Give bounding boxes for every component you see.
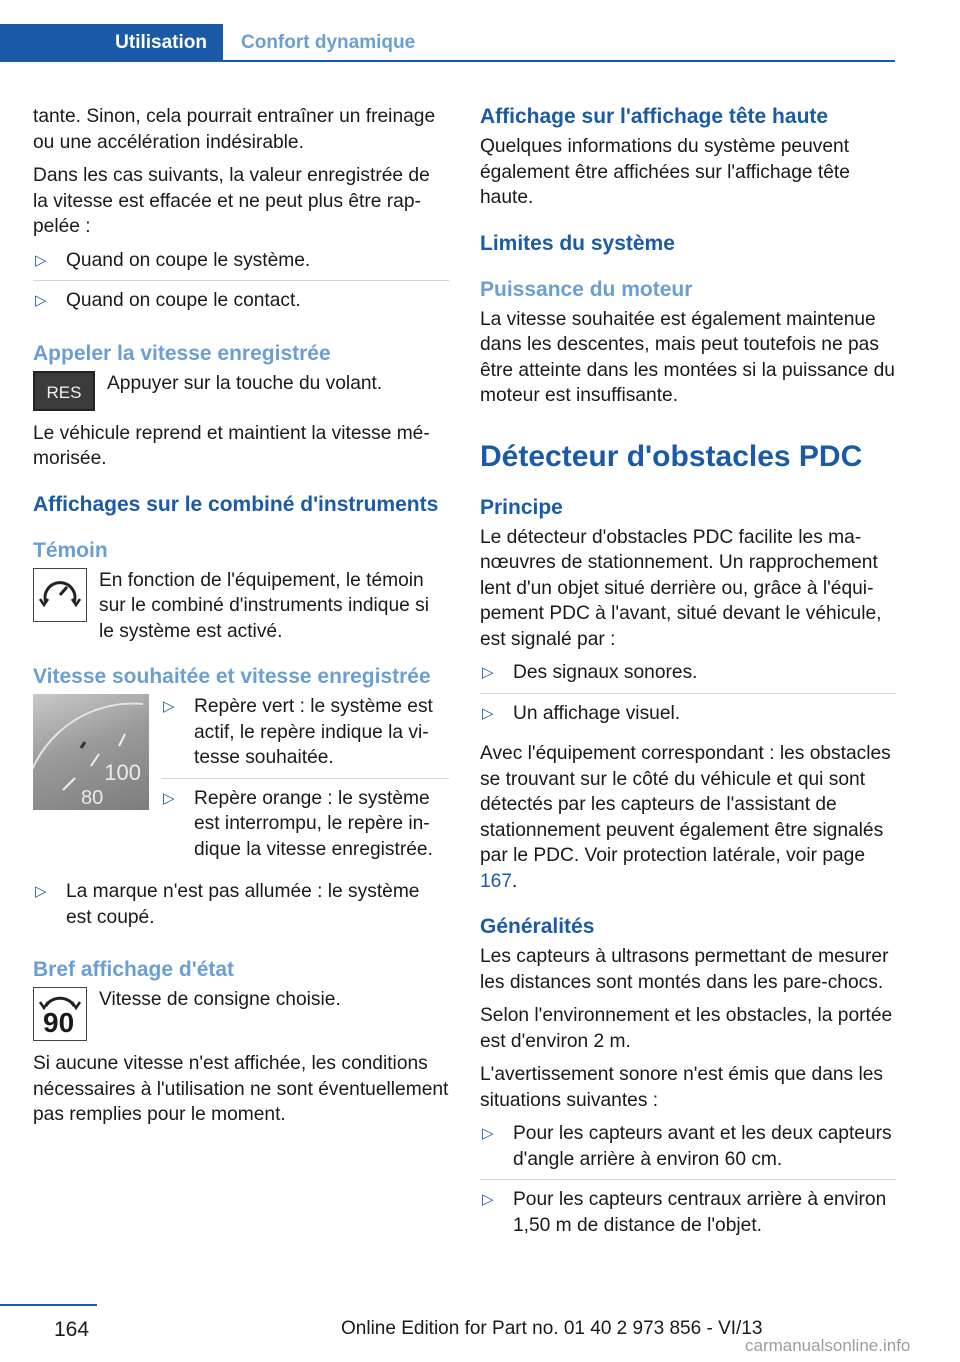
paragraph: Dans les cas suivants, la valeur enregistrée de la vitesse est effacée et ne peut plus être rappelée : — [33, 165, 430, 237]
speed-90-icon — [33, 987, 87, 1041]
paragraph: tante. Sinon, cela pourrait entraîner un freinage ou une accélération indésirable. — [33, 106, 436, 153]
gauge-label-100: 100 — [104, 760, 141, 785]
tab-utilisation[interactable]: Utilisation — [0, 24, 223, 62]
edition-text: Online Edition for Part no. 01 40 2 973 856 - VI/13 — [341, 1318, 763, 1339]
paragraph: Si aucune vitesse n'est affichée, les conditions nécessaires à l'utilisation ne sont éventuellement pas remplies pour le moment. — [33, 1053, 449, 1125]
temoin-text: En fonction de l'équipement, le témoin sur le combiné d'instruments indique si le système est activé. — [99, 569, 430, 642]
bullet-list — [480, 1121, 896, 1245]
paragraph: La vitesse souhaitée est également maintenue dans les descentes, mais peut toutefois ne pas être atteinte dans les montées si la puissance du moteur est insuffisante. — [480, 308, 895, 406]
page-link[interactable]: 167 — [480, 870, 513, 892]
header-rule — [223, 60, 895, 62]
section-heading-rappeler: Appeler la vitesse enregistrée — [33, 341, 331, 365]
paragraph: Selon l'environnement et les obstacles, la portée est d'environ 2 m. — [480, 1005, 893, 1052]
tab-confort-dynamique[interactable]: Confort dynamique — [241, 32, 416, 53]
section-heading-affichages: Affichages sur le combiné d'instruments — [33, 492, 439, 516]
triangle-bullet-icon: ▷ — [163, 698, 175, 715]
speed-90-label: 90 — [43, 1007, 75, 1038]
section-heading-limites: Limites du système — [480, 231, 675, 255]
triangle-bullet-icon: ▷ — [482, 1125, 494, 1142]
chapter-heading-pdc: Détecteur d'obstacles PDC — [480, 439, 863, 473]
res-text: Appuyer sur la touche du volant. — [107, 372, 383, 394]
paragraph: L'avertissement sonore n'est émis que dans les situations suivantes : — [480, 1064, 884, 1111]
list-item: ▷ Repère vert : le système est actif, le repère indique la vitesse souhaitée. — [161, 694, 449, 779]
paragraph: Le détecteur d'obstacles PDC facilite les manœuvres de stationnement. Un rapprochement lent d'un objet situé derrière ou, grâce à l'équipement PDC à l'avant, situé devant le véhicule, est signalé par : — [480, 526, 882, 650]
bref-text: Vitesse de consigne choisie. — [99, 989, 341, 1010]
list-item: ▷ Des signaux sonores. — [480, 660, 896, 694]
bullet-list — [480, 660, 896, 733]
bref-row — [33, 987, 449, 1041]
section-heading-vitesse: Vitesse souhaitée et vitesse enregistrée — [33, 665, 431, 688]
res-instruction — [33, 371, 449, 411]
section-heading-bref: Bref affichage d'état — [33, 958, 235, 981]
paragraph: Le véhicule reprend et maintient la vitesse mémorisée. — [33, 422, 430, 469]
bullet-list — [33, 879, 449, 937]
list-item: ▷ Repère orange : le système est interrompu, le repère indique la vitesse enregistrée. — [163, 787, 433, 860]
temoin-row — [33, 568, 449, 645]
res-button-icon: RES — [33, 371, 95, 411]
triangle-bullet-icon: ▷ — [482, 1191, 494, 1208]
list-item: ▷ Pour les capteurs avant et les deux capteurs d'angle arrière à environ 60 cm. — [480, 1121, 896, 1180]
paragraph: Quelques informations du système peuvent également être affichées sur l'affichage tête haute. — [480, 136, 850, 208]
list-item: ▷ Quand on coupe le contact. — [33, 288, 449, 321]
triangle-bullet-icon: ▷ — [163, 789, 175, 807]
footer-rule — [0, 1304, 97, 1306]
speedometer-image — [33, 694, 149, 810]
triangle-bullet-icon: ▷ — [35, 883, 47, 900]
list-item: ▷ Pour les capteurs centraux arrière à environ 1,50 m de distance de l'objet. — [482, 1189, 887, 1236]
triangle-bullet-icon: ▷ — [482, 704, 494, 722]
section-heading-principe: Principe — [480, 495, 563, 519]
paragraph: Avec l'équipement correspondant : les obstacles se trouvant sur le côté du véhicule et qui sont détectés par les capteurs de l'assistant de stationnement peuvent également être signalés par le PDC. Voir protection latérale, voir page 167. — [480, 743, 891, 892]
triangle-bullet-icon: ▷ — [35, 292, 47, 309]
triangle-bullet-icon: ▷ — [482, 664, 494, 681]
cruise-control-icon — [33, 568, 87, 622]
section-heading-temoin: Témoin — [33, 538, 108, 562]
list-item: ▷ Quand on coupe le système. — [33, 248, 449, 282]
list-item: ▷ Un affichage visuel. — [480, 701, 896, 734]
paragraph: Les capteurs à ultrasons permettant de mesurer les distances sont montés dans les pare-chocs. — [480, 946, 889, 993]
speedometer-row — [33, 694, 449, 869]
bullet-list — [33, 248, 449, 321]
watermark: carmanualsonline.info — [745, 1336, 911, 1355]
gauge-label-80: 80 — [81, 787, 104, 809]
page-number: 164 — [54, 1318, 90, 1341]
triangle-bullet-icon: ▷ — [35, 251, 47, 269]
section-heading-hud: Affichage sur l'affichage tête haute — [480, 105, 829, 128]
right-column — [480, 104, 896, 1253]
left-column — [33, 104, 449, 1136]
bullet-list — [161, 694, 449, 869]
header-tabs — [0, 24, 895, 62]
section-heading-generalites: Généralités — [480, 915, 595, 938]
list-item: ▷ La marque n'est pas allumée : le système est coupé. — [35, 881, 420, 928]
section-heading-puissance: Puissance du moteur — [480, 277, 693, 301]
